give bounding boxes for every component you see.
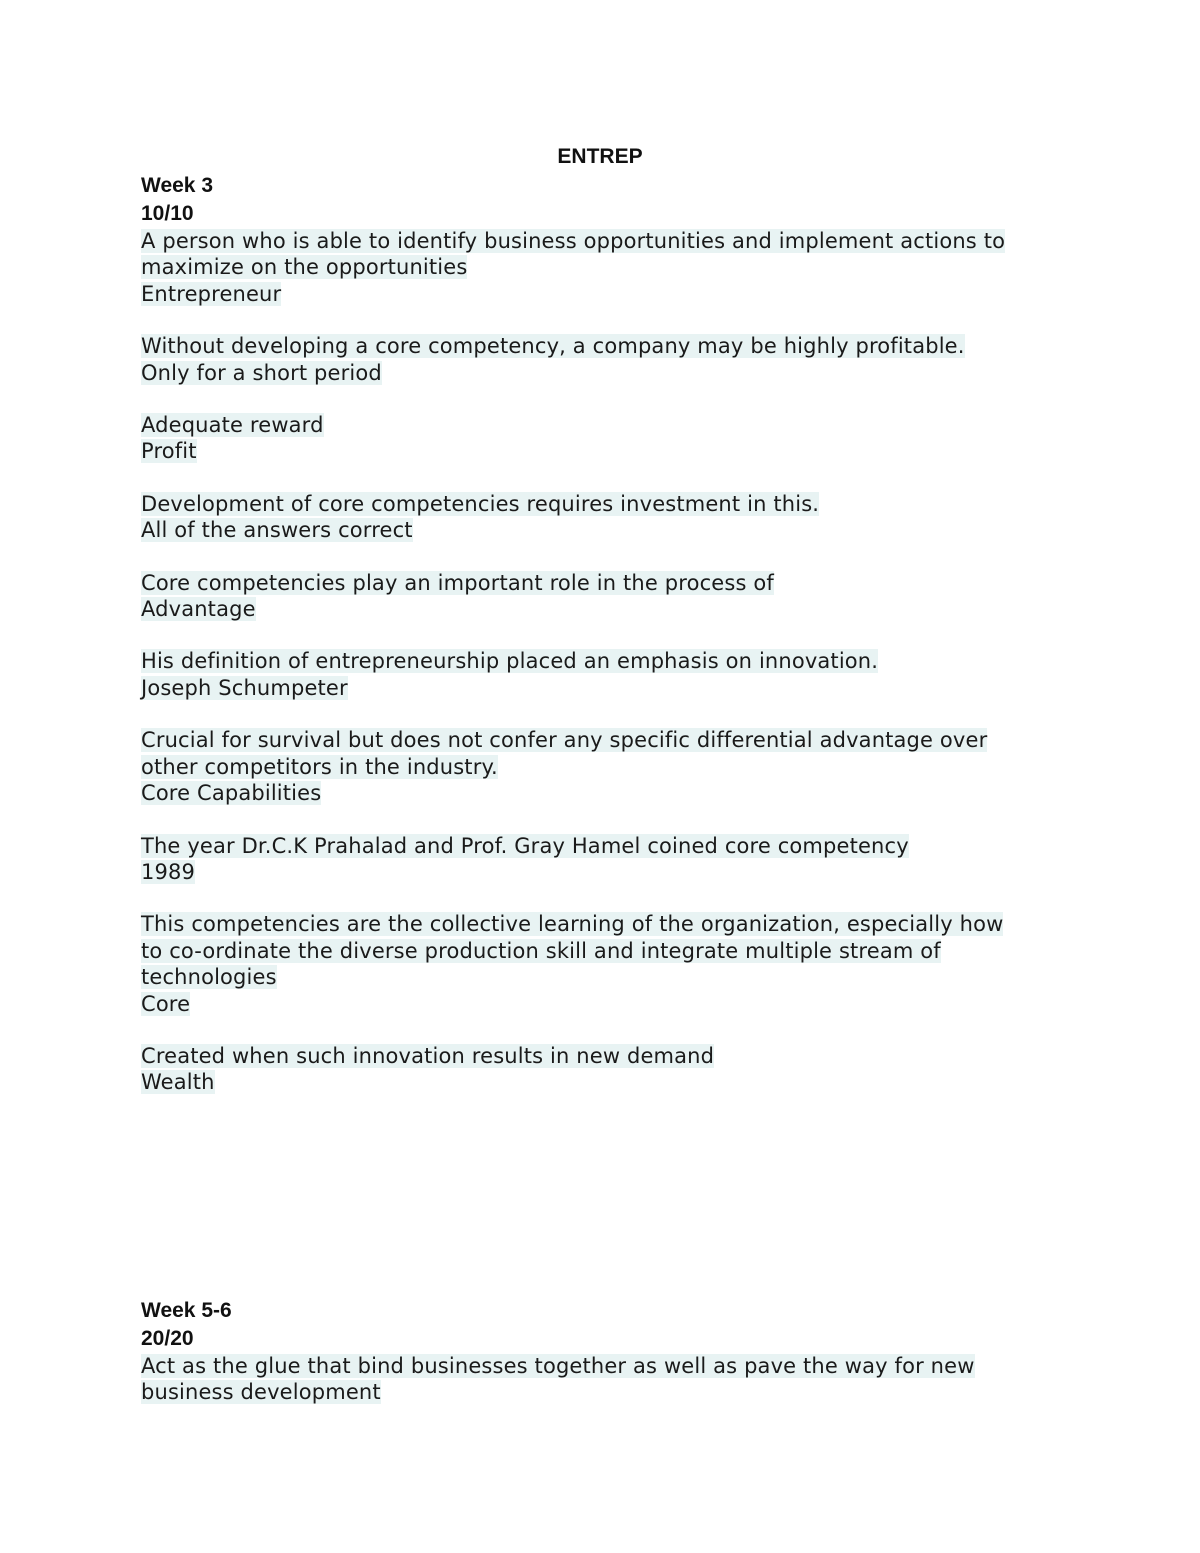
qa-item — [141, 1353, 1081, 1406]
question-text: technologies — [141, 965, 277, 990]
answer-text: Advantage — [141, 597, 256, 622]
question-text: Act as the glue that bind businesses together as well as pave the way for new — [141, 1354, 975, 1378]
qa-item — [141, 1043, 1081, 1096]
qa-item — [141, 911, 1081, 1017]
answer-text: Entrepreneur — [141, 281, 282, 306]
answer-text: Profit — [141, 439, 197, 464]
document-title: ENTREP — [557, 145, 643, 168]
question-text: to co-ordinate the diverse production skill and integrate multiple stream of — [141, 938, 941, 963]
week-section-3 — [141, 172, 1081, 1096]
question-text: Without developing a core competency, a company may be highly profitable. — [141, 334, 965, 359]
week-section-5-6 — [141, 1297, 1081, 1406]
question-text: Crucial for survival but does not confer any specific differential advantage over — [141, 728, 988, 753]
qa-item — [141, 491, 1081, 544]
answer-text: All of the answers correct — [141, 518, 413, 543]
question-text: Created when such innovation results in new demand — [141, 1043, 715, 1068]
week-score: 10/10 — [141, 202, 194, 225]
question-text: Development of core competencies requires investment in this. — [141, 491, 820, 516]
qa-item — [141, 570, 1081, 623]
question-text: The year Dr.C.K Prahalad and Prof. Gray Hamel coined core competency — [141, 833, 909, 858]
question-text: business development — [141, 1380, 381, 1405]
answer-text: Only for a short period — [141, 360, 382, 385]
week-score: 20/20 — [141, 1327, 194, 1350]
question-text: His definition of entrepreneurship placed an emphasis on innovation. — [141, 649, 879, 674]
question-text: other competitors in the industry. — [141, 754, 498, 779]
answer-text: 1989 — [141, 859, 196, 884]
qa-item — [141, 228, 1081, 307]
answer-text: Joseph Schumpeter — [141, 675, 348, 700]
qa-item — [141, 333, 1081, 386]
question-text: maximize on the opportunities — [141, 255, 468, 280]
qa-item — [141, 833, 1081, 886]
question-text: Adequate reward — [141, 413, 324, 438]
answer-text: Wealth — [141, 1070, 215, 1095]
question-text: This competencies are the collective learning of the organization, especially how — [141, 912, 1004, 937]
qa-item — [141, 412, 1081, 465]
week-label: Week 3 — [141, 174, 213, 197]
question-text: A person who is able to identify business opportunities and implement actions to — [141, 229, 1006, 253]
week-label: Week 5-6 — [141, 1299, 232, 1322]
question-text: Core competencies play an important role in the process of — [141, 570, 774, 595]
answer-text: Core — [141, 991, 191, 1016]
qa-item — [141, 727, 1081, 806]
qa-item — [141, 648, 1081, 701]
answer-text: Core Capabilities — [141, 781, 322, 806]
